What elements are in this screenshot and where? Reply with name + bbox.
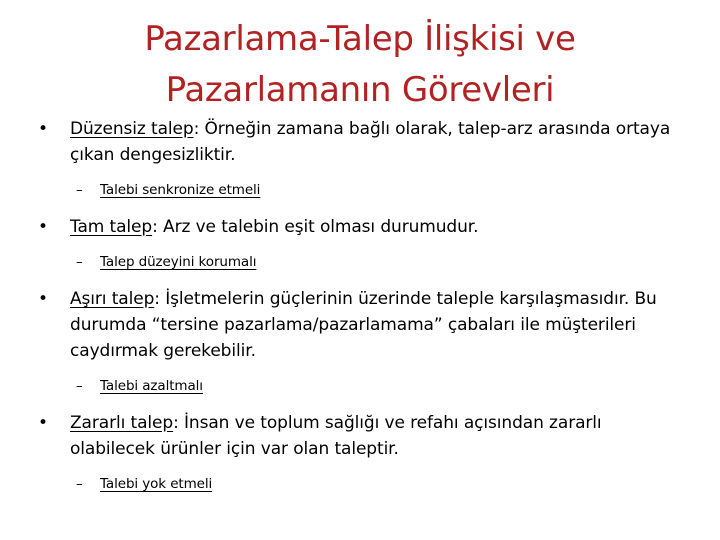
sub-bullet-item: [38, 474, 688, 494]
bullet-text: : Arz ve talebin eşit olması durumudur.: [152, 217, 479, 237]
bullet-icon: •: [38, 289, 48, 309]
bullet-item: [38, 214, 688, 240]
bullet-text: : Örneğin zamana bağlı olarak, talep-arz arasında ortaya çıkan dengesizliktir.: [70, 119, 671, 165]
title-line-1: Pazarlama-Talep İlişkisi ve: [144, 19, 576, 59]
sub-bullet-item: [38, 376, 688, 396]
slide-title: [0, 14, 720, 116]
sub-bullet-item: [38, 252, 688, 272]
bullet-term: Tam talep: [70, 217, 153, 237]
bullet-icon: •: [38, 217, 48, 237]
sub-bullet-text: Talebi azaltmalı: [100, 378, 203, 394]
bullet-text: : İnsan ve toplum sağlığı ve refahı açısından zararlı olabilecek ürünler için var olan taleptir.: [70, 413, 602, 459]
dash-icon: –: [76, 254, 83, 270]
title-line-2: Pazarlamanın Görevleri: [165, 70, 555, 110]
bullet-term: Düzensiz talep: [70, 119, 194, 139]
sub-bullet-item: [38, 180, 688, 200]
bullet-item: [38, 286, 688, 364]
bullet-icon: •: [38, 413, 48, 433]
sub-bullet-text: Talebi senkronize etmeli: [100, 182, 261, 198]
bullet-item: [38, 410, 688, 462]
bullet-list: [38, 116, 688, 494]
bullet-item: [38, 116, 688, 168]
bullet-icon: •: [38, 119, 48, 139]
dash-icon: –: [76, 378, 83, 394]
sub-bullet-text: Talebi yok etmeli: [100, 476, 213, 492]
sub-bullet-text: Talep düzeyini korumalı: [100, 254, 257, 270]
bullet-term: Aşırı talep: [70, 289, 155, 309]
bullet-text: : İşletmelerin güçlerinin üzerinde taleple karşılaşmasıdır. Bu durumda “tersine pazarlama/pazarlamama” çabaları ile müşterileri caydırmak gerekebilir.: [70, 289, 657, 361]
dash-icon: –: [76, 476, 83, 492]
dash-icon: –: [76, 182, 83, 198]
bullet-term: Zararlı talep: [70, 413, 174, 433]
